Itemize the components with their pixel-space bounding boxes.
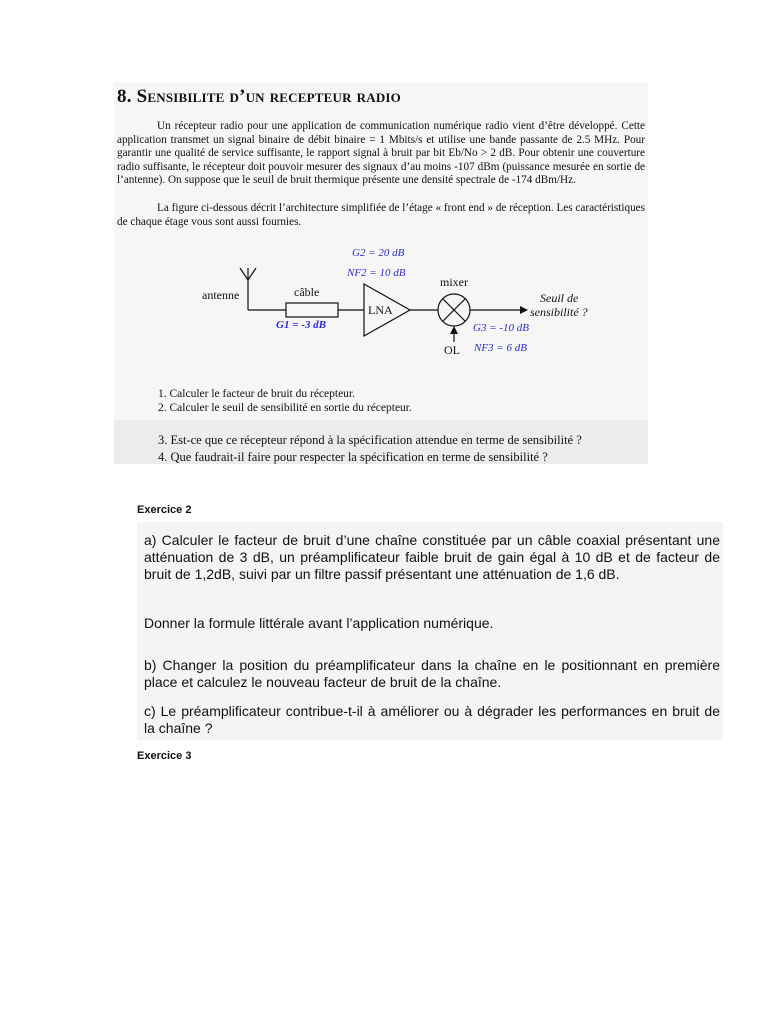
- cable-block: [286, 303, 338, 317]
- question-1: 1. Calculer le facteur de bruit du récepteur.: [158, 388, 356, 400]
- exercise2-part-a: a) Calculer le facteur de bruit d’une chaîne constituée par un câble coaxial présentant une atténuation de 3 dB, un préamplificateur faible bruit de gain égal à 10 dB et de facteur de bruit de 1,2dB, suivi par un filtre passif présentant une atténuation de 1,6 dB.: [144, 532, 720, 582]
- exercise8-title-number: 8.: [117, 86, 132, 107]
- exercise2-instruction: Donner la formule littérale avant l’application numérique.: [144, 615, 494, 631]
- cable-label: câble: [294, 285, 320, 299]
- nf2-label: NF2 = 10 dB: [347, 267, 406, 279]
- question-2: 2. Calculer le seuil de sensibilité en sortie du récepteur.: [158, 402, 412, 414]
- antenna-symbol: [240, 268, 256, 310]
- exercise8-paragraph-2: La figure ci-dessous décrit l’architecture simplifiée de l’étage « front end » de réception. Les caractéristiques de chaque étage vous sont aussi fournies.: [117, 202, 645, 228]
- mixer-label: mixer: [440, 275, 468, 289]
- exercise8-title: [117, 86, 401, 108]
- g2-label: G2 = 20 dB: [352, 247, 405, 259]
- exercise2-part-c: c) Le préamplificateur contribue-t-il à améliorer ou à dégrader les performances en bruit de la chaîne ?: [144, 703, 720, 736]
- output-label-line1: Seuil de: [540, 291, 579, 305]
- exercise2-heading: Exercice 2: [137, 504, 192, 516]
- exercise8-paragraph-1: Un récepteur radio pour une application de communication numérique radio vient d’être développé. Cette application transmet un signal binaire de débit binaire = 1 Mbits/s et utilise une bande passante de 2.5 MHz. Pour garantir une qualité de service suffisante, le rapport signal à bruit par bit Eb/No > 2 dB. Pour obtenir une couverture radio suffisante, le récepteur doit pouvoir mesurer des signaux d’au moins -107 dBm (puissance mesurée en sortie de l’antenne). On suppose que le seuil de bruit thermique présente une densité spectrale de -174 dBm/Hz.: [117, 120, 645, 186]
- exercise2-part-b: b) Changer la position du préamplificateur dans la chaîne en le positionnant en première place et calculez le nouveau facteur de bruit de la chaîne.: [144, 657, 720, 690]
- exercise8-title-text: Sensibilite d’un recepteur radio: [136, 86, 401, 107]
- antenna-label: antenne: [202, 288, 240, 302]
- exercise3-heading: Exercice 3: [137, 750, 192, 762]
- mixer-symbol: [438, 294, 470, 326]
- g3-label: G3 = -10 dB: [473, 322, 529, 334]
- front-end-diagram: [190, 240, 610, 365]
- g1-label: G1 = -3 dB: [276, 319, 326, 331]
- question-3: 3. Est-ce que ce récepteur répond à la spécification attendue en terme de sensibilité ?: [158, 433, 582, 447]
- output-label-line2: sensibilité ?: [530, 305, 588, 319]
- ol-label: OL: [444, 343, 460, 357]
- question-4: 4. Que faudrait-il faire pour respecter la spécification en terme de sensibilité ?: [158, 450, 548, 464]
- lna-label: LNA: [368, 303, 393, 317]
- nf3-label: NF3 = 6 dB: [474, 342, 527, 354]
